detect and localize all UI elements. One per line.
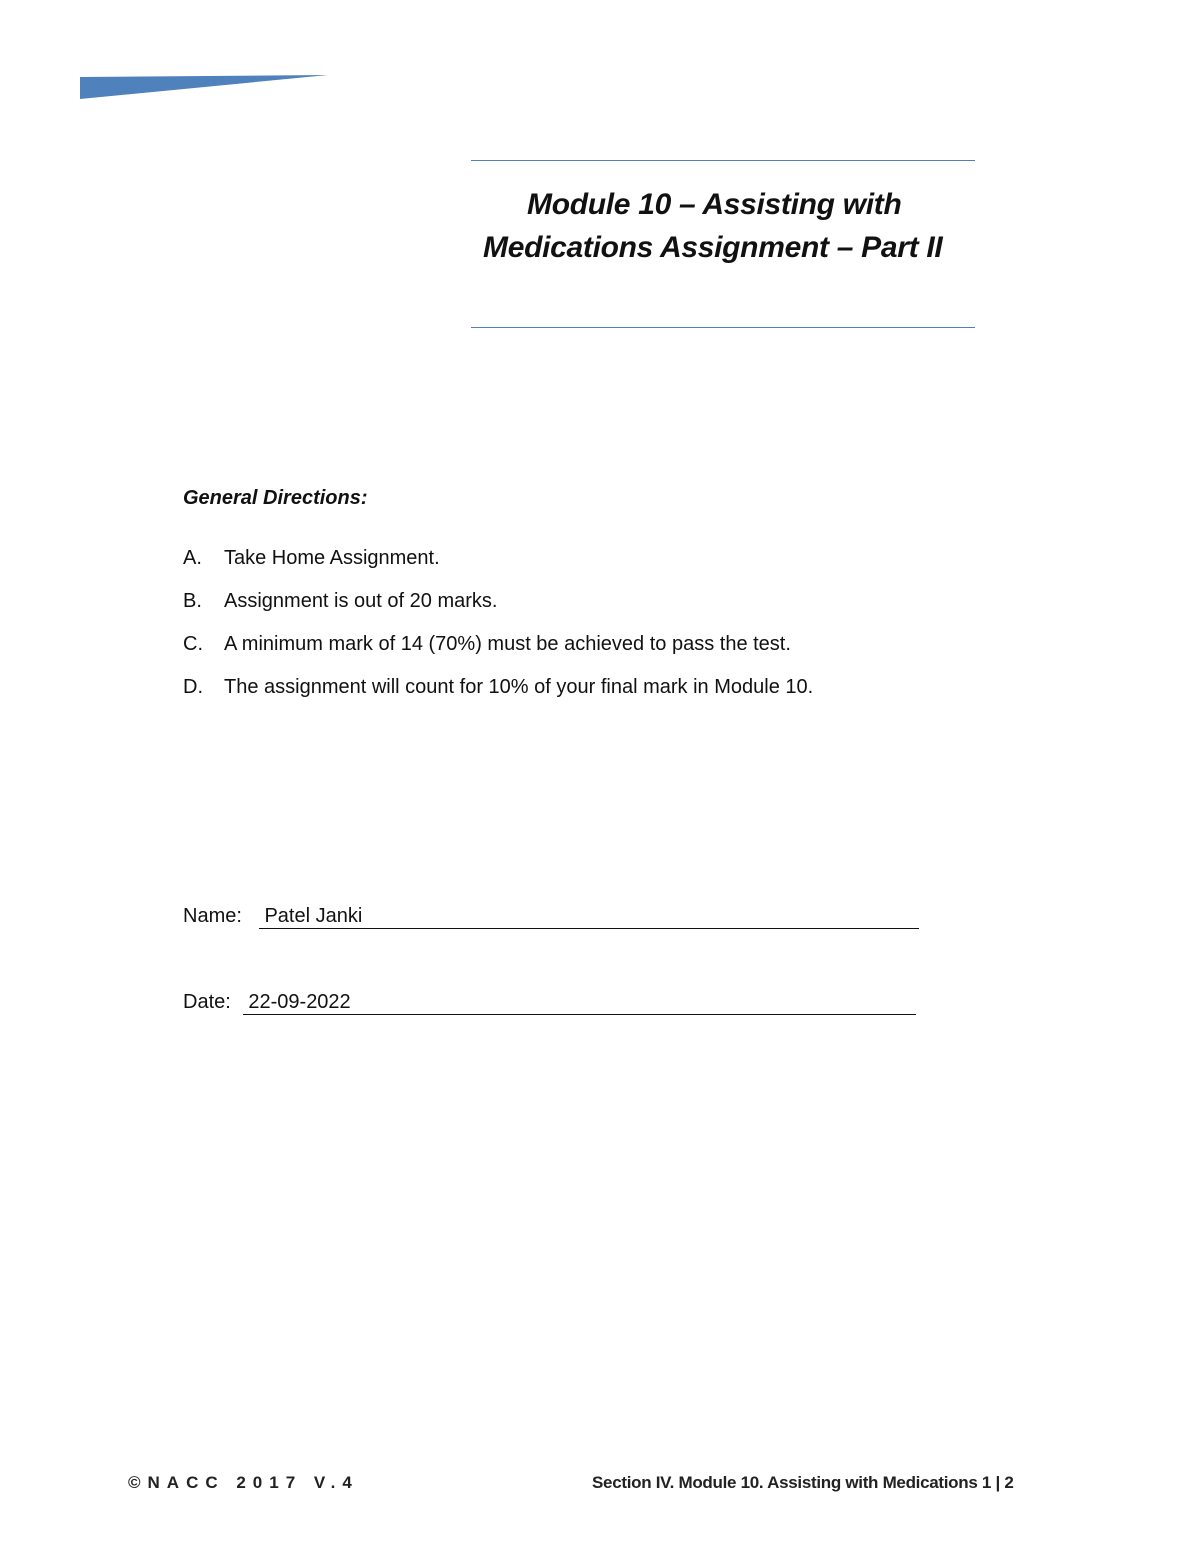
footer-copyright: ©NACC 2017 V.4 [128, 1473, 359, 1492]
list-item-marker: D. [183, 676, 203, 698]
list-item-text: Take Home Assignment. [224, 547, 440, 569]
name-field-row [183, 902, 919, 930]
name-field[interactable]: Patel Janki [259, 904, 919, 929]
footer-section-page: Section IV. Module 10. Assisting with Medications 1 | 2 [592, 1473, 1014, 1492]
date-field-row [183, 988, 916, 1016]
header-corner-graphic [80, 75, 330, 100]
list-item-marker: A. [183, 547, 202, 569]
list-item-marker: B. [183, 590, 202, 612]
list-item-text: A minimum mark of 14 (70%) must be achieved to pass the test. [224, 633, 791, 655]
document-title: Module 10 – Assisting with Medications Assignment – Part II [483, 188, 943, 264]
list-item-text: Assignment is out of 20 marks. [224, 590, 498, 612]
date-label: Date: [183, 991, 231, 1013]
name-label: Name: [183, 905, 242, 927]
date-field[interactable]: 22-09-2022 [243, 990, 916, 1015]
general-directions-heading: General Directions: [183, 487, 368, 509]
list-item-marker: C. [183, 633, 203, 655]
list-item-text: The assignment will count for 10% of your final mark in Module 10. [224, 676, 814, 698]
title-block [471, 160, 975, 328]
